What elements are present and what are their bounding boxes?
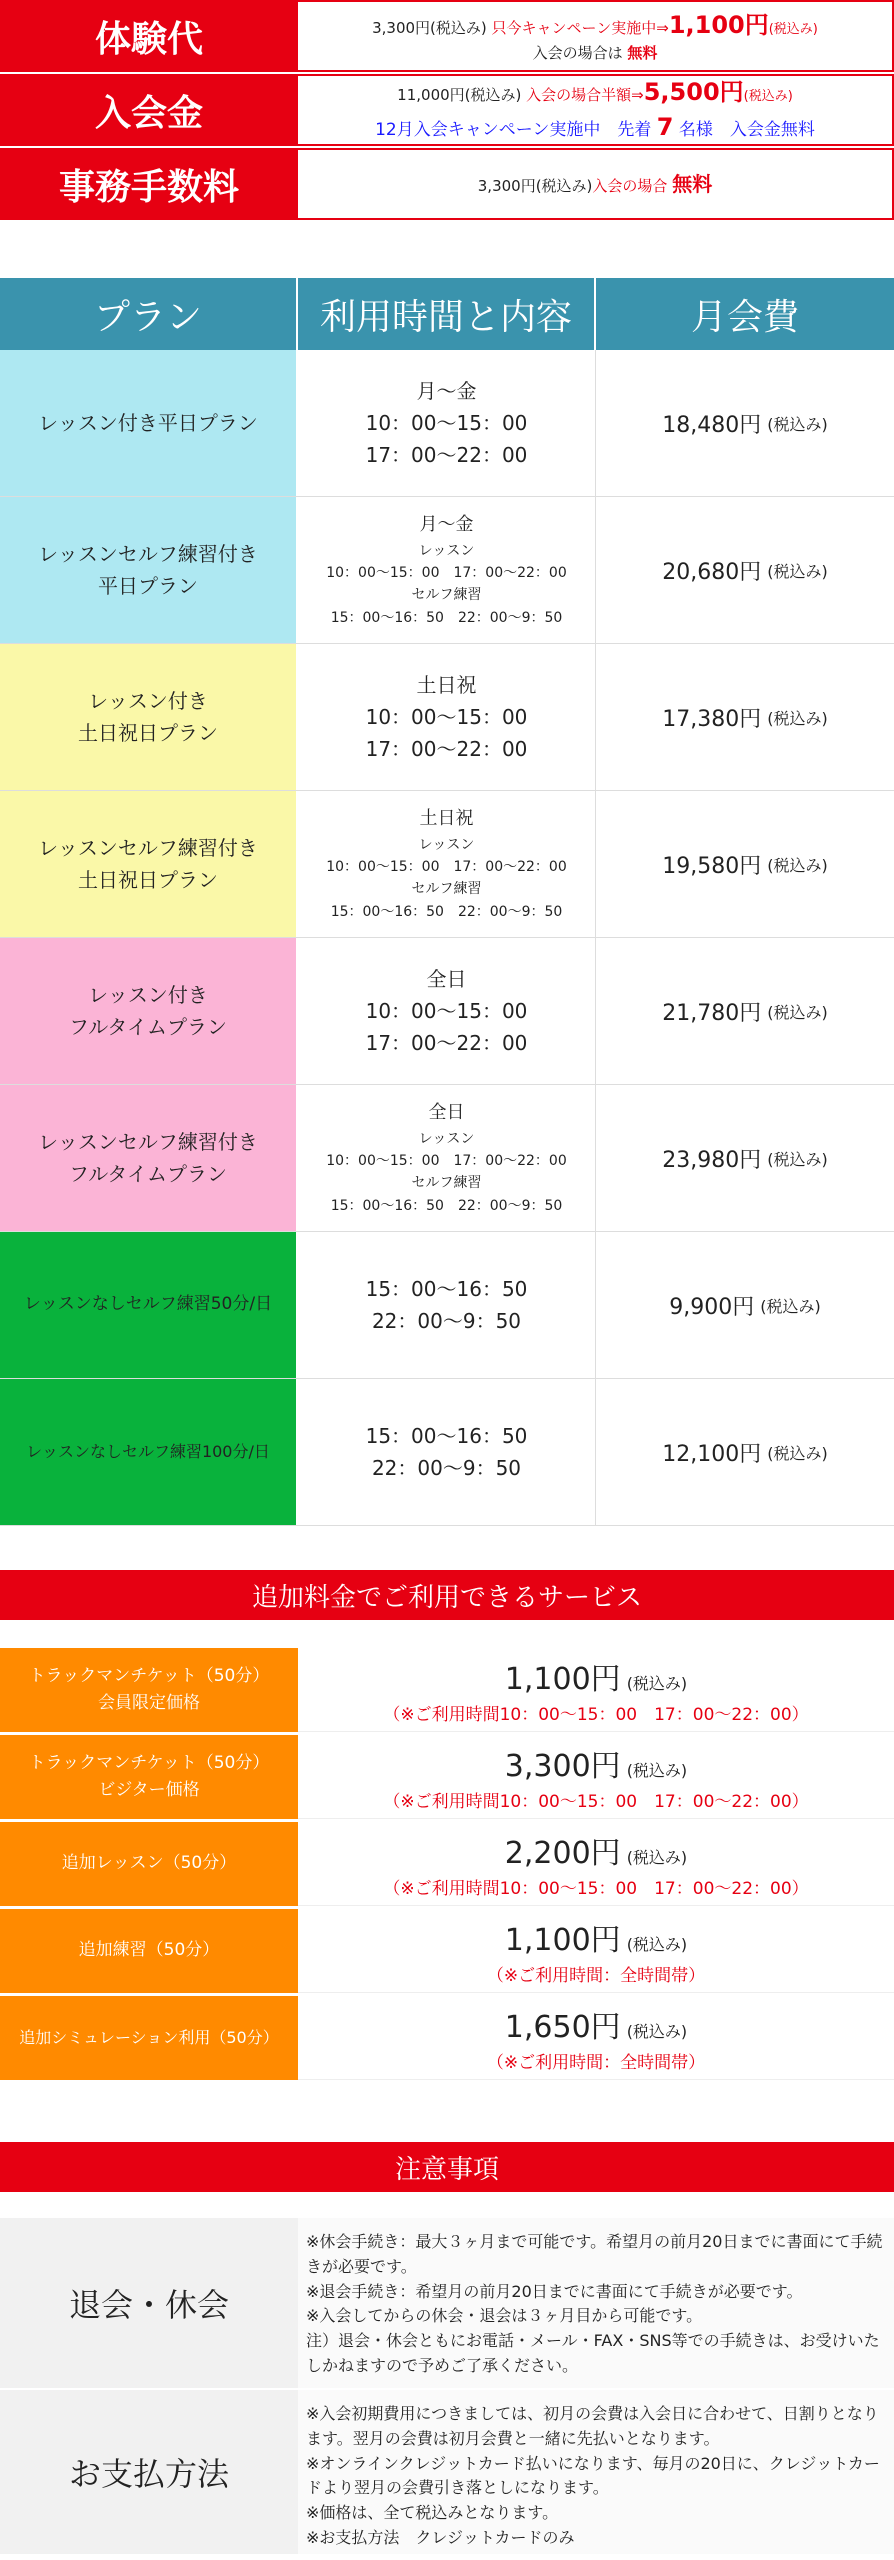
fee-detail: [298, 74, 894, 146]
plan-name: レッスンなしセルフ練習100分/日: [0, 1379, 298, 1525]
header-fee: 月会費: [690, 296, 799, 338]
fee-label: 入会金: [0, 74, 298, 146]
plan-name: レッスン付き フルタイムプラン: [0, 938, 298, 1084]
service-price: [505, 1915, 687, 1959]
plan-subhead: レッスン: [418, 1130, 475, 1147]
plan-hours: 15：00〜16：50 22：00〜9：50: [330, 1197, 563, 1214]
plan-days: 全日: [426, 967, 467, 991]
fee-line: [478, 170, 712, 199]
plan-name: レッスン付き平日プラン: [0, 350, 298, 496]
plan-time: [298, 1232, 596, 1378]
plan-price: [596, 350, 894, 496]
plan-hours: 10：00〜15：00: [365, 705, 528, 729]
plan-subhead: セルフ練習: [411, 1175, 482, 1192]
plan-price: [596, 791, 894, 937]
plan-time: [298, 350, 596, 496]
note-head: お支払方法: [0, 2390, 298, 2554]
fee-line: [397, 75, 793, 110]
plan-price: [596, 644, 894, 790]
plan-name: レッスンなしセルフ練習50分/日: [0, 1232, 298, 1378]
fee-note: 入会の場合は: [532, 43, 623, 62]
plan-hours: 10：00〜15：00 17：00〜22：00: [326, 859, 567, 875]
service-detail: [298, 1909, 894, 1993]
plan-row: [0, 350, 894, 497]
service-row: [0, 1735, 894, 1822]
note-line: ※オンラインクレジットカード払いになります、毎月の20日に、クレジットカードより翌月の会費引き落としになります。: [306, 2453, 880, 2498]
price-tax: (税込み): [767, 1443, 828, 1463]
note-body: [298, 2218, 894, 2388]
service-note: （※ご利用時間：全時間帯）: [486, 2053, 706, 2073]
note-line: ※お支払方法 クレジットカードのみ: [306, 2527, 575, 2547]
fee-campaign: 入会の場合半額⇒: [526, 86, 644, 105]
price-tax: (税込み): [767, 414, 828, 434]
plan-hours: 15：00〜16：50: [365, 1277, 528, 1301]
notes-table: [0, 2218, 894, 2556]
service-row: [0, 1996, 894, 2083]
service-note: （※ご利用時間：全時間帯）: [486, 1966, 706, 1986]
price-value: 1,650円: [504, 2010, 621, 2045]
plan-days: 全日: [428, 1101, 465, 1123]
service-detail: [298, 1996, 894, 2080]
price-value: 20,680円: [662, 559, 762, 585]
price-tax: (税込み): [626, 2022, 688, 2041]
plan-name: レッスンセルフ練習付き 土日祝日プラン: [0, 791, 298, 937]
fee-campaign: 入会の場合: [592, 176, 668, 195]
service-note: （※ご利用時間10：00〜15：00 17：00〜22：00）: [383, 1705, 809, 1725]
plan-name: レッスン付き 土日祝日プラン: [0, 644, 298, 790]
plan-price: [596, 938, 894, 1084]
plan-price: [596, 1085, 894, 1231]
fee-campaign-price: 1,100円: [668, 10, 769, 39]
note-line: ※休会手続き：最大３ヶ月まで可能です。希望月の前月20日までに書面にて手続きが必要です。: [306, 2232, 883, 2276]
fee-free: 無料: [627, 43, 658, 62]
note-line: ※入会初期費用につきましては、初月の会費は入会日に合わせて、日割りとなります。翌月の会費は初月会費と一緒に先払いとなります。: [306, 2404, 879, 2448]
fee-line: [375, 110, 815, 145]
plan-time: [298, 791, 596, 937]
services-table: [0, 1648, 894, 2083]
fee-line: [533, 43, 658, 65]
fee-base: 3,300円(税込み): [477, 176, 593, 195]
plan-price: [596, 1379, 894, 1525]
plan-days: 月〜金: [419, 513, 474, 535]
note-line: ※入会してからの休会・退会は３ヶ月目から可能です。: [306, 2306, 703, 2326]
plan-days: 土日祝: [419, 807, 474, 829]
price-tax: (税込み): [767, 1002, 828, 1022]
plan-hours: 17：00〜22：00: [365, 1031, 528, 1055]
plan-row: [0, 497, 894, 644]
service-row: [0, 1822, 894, 1909]
service-name: 追加練習（50分）: [0, 1909, 298, 1993]
fee-detail: [298, 0, 894, 72]
price-tax: (税込み): [626, 1674, 688, 1693]
service-price: [505, 1741, 687, 1785]
note-body: [298, 2390, 894, 2554]
price-tax: (税込み): [626, 1935, 688, 1954]
note-head: 退会・休会: [0, 2218, 298, 2388]
service-detail: [298, 1822, 894, 1906]
price-tax: (税込み): [767, 1149, 828, 1169]
fee-row-admin: [0, 148, 894, 222]
fee-tax: (税込み): [768, 21, 818, 37]
price-value: 3,300円: [504, 1749, 621, 1784]
service-row: [0, 1909, 894, 1996]
notes-banner: 注意事項: [0, 2142, 894, 2192]
plan-name: レッスンセルフ練習付き 平日プラン: [0, 497, 298, 643]
price-value: 19,580円: [662, 853, 762, 879]
header-time: 利用時間と内容: [298, 278, 596, 350]
price-tax: (税込み): [767, 855, 828, 875]
note-line: ※価格は、全て税込みとなります。: [306, 2503, 559, 2523]
price-tax: (税込み): [626, 1761, 688, 1780]
fee-campaign: 只今キャンペーン実施中⇒: [491, 18, 669, 37]
service-detail: [298, 1735, 894, 1819]
price-value: 12,100円: [662, 1441, 762, 1467]
plan-price: [596, 1232, 894, 1378]
plan-hours: 15：00〜16：50 22：00〜9：50: [330, 903, 563, 920]
price-tax: (税込み): [767, 561, 828, 581]
price-tax: (税込み): [760, 1296, 821, 1316]
service-price: [505, 1828, 687, 1872]
service-note: （※ご利用時間10：00〜15：00 17：00〜22：00）: [383, 1879, 809, 1899]
plan-subhead: セルフ練習: [411, 587, 482, 604]
service-note: （※ご利用時間10：00〜15：00 17：00〜22：00）: [383, 1792, 809, 1812]
plan-subhead: セルフ練習: [411, 881, 482, 898]
price-value: 23,980円: [662, 1147, 762, 1173]
plan-row: [0, 791, 894, 938]
price-value: 17,380円: [662, 706, 762, 732]
price-value: 1,100円: [504, 1662, 621, 1697]
fee-detail: [298, 148, 894, 220]
fee-label: 事務手数料: [0, 148, 298, 220]
fee-campaign-count: 7: [656, 113, 674, 141]
fee-free: 無料: [672, 171, 713, 196]
plan-hours: 15：00〜16：50 22：00〜9：50: [330, 609, 563, 626]
service-row: [0, 1648, 894, 1735]
price-value: 9,900円: [669, 1294, 755, 1320]
plan-hours: 10：00〜15：00: [365, 999, 528, 1023]
note-line: 注）退会・休会ともにお電話・メール・FAX・SNS等での手続きは、お受けいたしかねますので予めご了承ください。: [306, 2331, 880, 2375]
note-line: ※退会手続き：希望月の前月20日までに書面にて手続きが必要です。: [306, 2281, 803, 2301]
service-name: 追加レッスン（50分）: [0, 1822, 298, 1906]
price-value: 2,200円: [504, 1836, 621, 1871]
plan-row: [0, 1379, 894, 1526]
plan-hours: 10：00〜15：00 17：00〜22：00: [326, 565, 567, 581]
plan-row: [0, 644, 894, 791]
fee-tax: (税込み): [743, 89, 793, 105]
plan-subhead: レッスン: [418, 542, 475, 559]
price-value: 21,780円: [662, 1000, 762, 1026]
plan-hours: 10：00〜15：00 17：00〜22：00: [326, 1153, 567, 1169]
plan-row: [0, 1232, 894, 1379]
header-plan: プラン: [0, 278, 298, 350]
note-row: [0, 2390, 894, 2556]
fee-campaign-price: 5,500円: [643, 78, 744, 107]
fee-label: 体験代: [0, 0, 298, 72]
service-price: [505, 1654, 687, 1698]
fee-row-joining: [0, 74, 894, 148]
plan-hours: 15：00〜16：50: [365, 1424, 528, 1448]
plan-time: [298, 938, 596, 1084]
plan-time: [298, 1085, 596, 1231]
price-value: 1,100円: [504, 1923, 621, 1958]
plan-days: 土日祝: [416, 673, 477, 697]
fee-row-trial: [0, 0, 894, 74]
plan-time: [298, 497, 596, 643]
plan-subhead: レッスン: [418, 836, 475, 853]
service-name: トラックマンチケット（50分） 会員限定価格: [0, 1648, 298, 1732]
service-detail: [298, 1648, 894, 1732]
service-name: トラックマンチケット（50分） ビジター価格: [0, 1735, 298, 1819]
plan-table: [0, 278, 894, 1526]
price-value: 18,480円: [662, 412, 762, 438]
fee-base: 3,300円(税込み): [372, 18, 487, 37]
note-row: [0, 2218, 894, 2390]
plan-price: [596, 497, 894, 643]
plan-hours: 17：00〜22：00: [365, 737, 528, 761]
fee-campaign-text: 12月入会キャンペーン実施中 先着: [375, 120, 652, 140]
plan-time: [298, 644, 596, 790]
plan-hours: 17：00〜22：00: [365, 443, 528, 467]
price-tax: (税込み): [767, 708, 828, 728]
plan-hours: 22：00〜9：50: [371, 1456, 522, 1480]
plan-row: [0, 1085, 894, 1232]
fee-campaign-text: 名様 入会金無料: [678, 120, 815, 140]
plan-hours: 22：00〜9：50: [371, 1309, 522, 1333]
fee-line: [372, 8, 818, 43]
plan-row: [0, 938, 894, 1085]
service-price: [505, 2002, 687, 2046]
plan-name: レッスンセルフ練習付き フルタイムプラン: [0, 1085, 298, 1231]
plan-table-header: [0, 278, 894, 350]
services-banner: 追加料金でご利用できるサービス: [0, 1570, 894, 1620]
plan-time: [298, 1379, 596, 1525]
price-tax: (税込み): [626, 1848, 688, 1867]
plan-hours: 10：00〜15：00: [365, 411, 528, 435]
service-name: 追加シミュレーション利用（50分）: [0, 1996, 298, 2080]
plan-days: 月〜金: [416, 379, 477, 403]
fee-base: 11,000円(税込み): [397, 86, 522, 105]
fee-table: [0, 0, 894, 222]
